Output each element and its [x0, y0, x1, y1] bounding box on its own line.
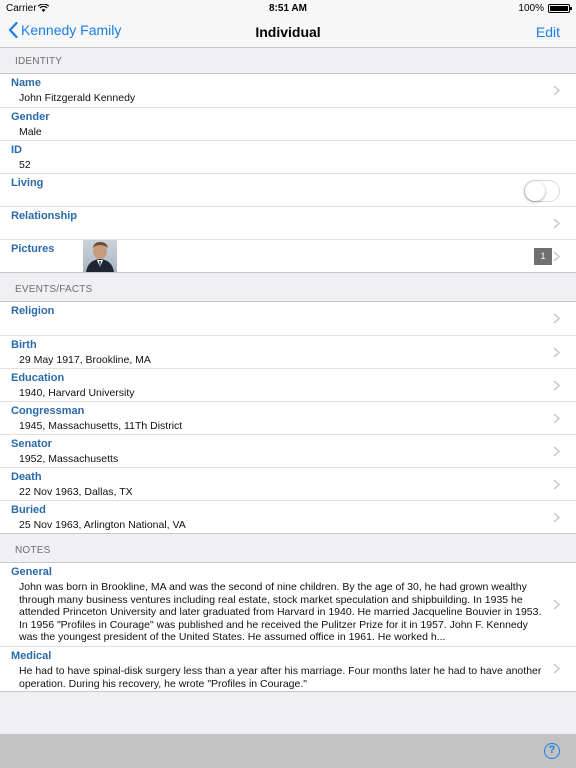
gender-value: Male [19, 126, 42, 138]
back-button[interactable] [8, 22, 121, 38]
bottom-toolbar [0, 734, 576, 768]
row-id[interactable] [0, 140, 576, 173]
chevron-right-icon [553, 512, 560, 523]
help-icon[interactable]: ? [544, 743, 560, 759]
row-pictures[interactable] [0, 239, 576, 272]
pictures-label: Pictures [11, 243, 55, 255]
chevron-right-icon [553, 313, 560, 324]
row-death[interactable] [0, 467, 576, 500]
id-value: 52 [19, 159, 31, 171]
edit-button[interactable]: Edit [535, 24, 560, 40]
carrier-label: Carrier [6, 3, 37, 14]
section-header-events: EVENTS/FACTS [15, 284, 93, 295]
chevron-right-icon [553, 663, 560, 674]
identity-group [0, 73, 576, 273]
event-label: Buried [11, 504, 46, 516]
section-header-identity: IDENTITY [15, 56, 63, 67]
event-label: Religion [11, 305, 55, 317]
name-value: John Fitzgerald Kennedy [19, 92, 136, 104]
event-value: 1940, Harvard University [19, 387, 135, 399]
battery-percent: 100% [518, 3, 544, 14]
notes-group [0, 562, 576, 692]
clock: 8:51 AM [269, 3, 307, 14]
chevron-right-icon [553, 599, 560, 610]
chevron-right-icon [553, 413, 560, 424]
event-label: Senator [11, 438, 52, 450]
event-label: Education [11, 372, 65, 384]
row-senator[interactable] [0, 434, 576, 467]
id-label: ID [11, 144, 22, 156]
living-label: Living [11, 177, 44, 189]
row-congressman[interactable] [0, 401, 576, 434]
row-birth[interactable] [0, 335, 576, 368]
medical-label: Medical [11, 650, 52, 662]
row-gender[interactable] [0, 107, 576, 140]
navigation-bar [0, 16, 576, 48]
row-medical-note[interactable] [0, 646, 576, 691]
portrait-thumbnail[interactable] [83, 240, 117, 272]
events-group [0, 301, 576, 534]
page-title: Individual [255, 24, 321, 40]
chevron-right-icon [553, 218, 560, 229]
detail-table [0, 48, 576, 692]
chevron-right-icon [553, 85, 560, 96]
chevron-right-icon [553, 446, 560, 457]
row-general-note[interactable] [0, 563, 576, 646]
back-button-label: Kennedy Family [21, 22, 122, 38]
event-label: Death [11, 471, 42, 483]
event-value: 25 Nov 1963, Arlington National, VA [19, 519, 186, 531]
event-value: 29 May 1917, Brookline, MA [19, 354, 151, 366]
chevron-right-icon [553, 251, 560, 262]
row-living [0, 173, 576, 206]
battery-icon [548, 4, 570, 13]
chevron-left-icon [8, 22, 18, 38]
gender-label: Gender [11, 111, 50, 123]
row-religion[interactable] [0, 302, 576, 335]
pictures-count-badge: 1 [534, 248, 552, 265]
row-buried[interactable] [0, 500, 576, 533]
row-name[interactable] [0, 74, 576, 107]
general-note-text: John was born in Brookline, MA and was the second of nine children. By the age of 30, he had grown wealthy through many business ventures including real estate, stock market speculation and shipbuilding. In 1935 he attended Princeton University and later graduated from Harvard in 1940. He married Jacqueline Bouvier in 1953. In 1956 "Profiles in Courage" was published and he received the Pulitzer Prize for it in 1957. John F. Kennedy was the youngest president of the United States. He assumed office in 1961. He worked h... [19, 581, 542, 643]
chevron-right-icon [553, 479, 560, 490]
event-value: 1952, Massachusetts [19, 453, 119, 465]
toggle-knob [525, 181, 545, 201]
status-bar [0, 0, 576, 16]
medical-note-text: He had to have spinal-disk surgery less than a year after his marriage. Four months later he had to have another operation. During his recovery, he wrote "Profiles in Courage." [19, 665, 542, 690]
event-value: 22 Nov 1963, Dallas, TX [19, 486, 133, 498]
living-toggle[interactable] [524, 180, 560, 202]
name-label: Name [11, 77, 41, 89]
chevron-right-icon [553, 380, 560, 391]
row-relationship[interactable] [0, 206, 576, 239]
row-education[interactable] [0, 368, 576, 401]
section-header-notes: NOTES [15, 545, 51, 556]
relationship-label: Relationship [11, 210, 78, 222]
event-value: 1945, Massachusetts, 11Th District [19, 420, 183, 432]
chevron-right-icon [553, 347, 560, 358]
general-label: General [11, 566, 52, 578]
event-label: Congressman [11, 405, 85, 417]
event-label: Birth [11, 339, 37, 351]
